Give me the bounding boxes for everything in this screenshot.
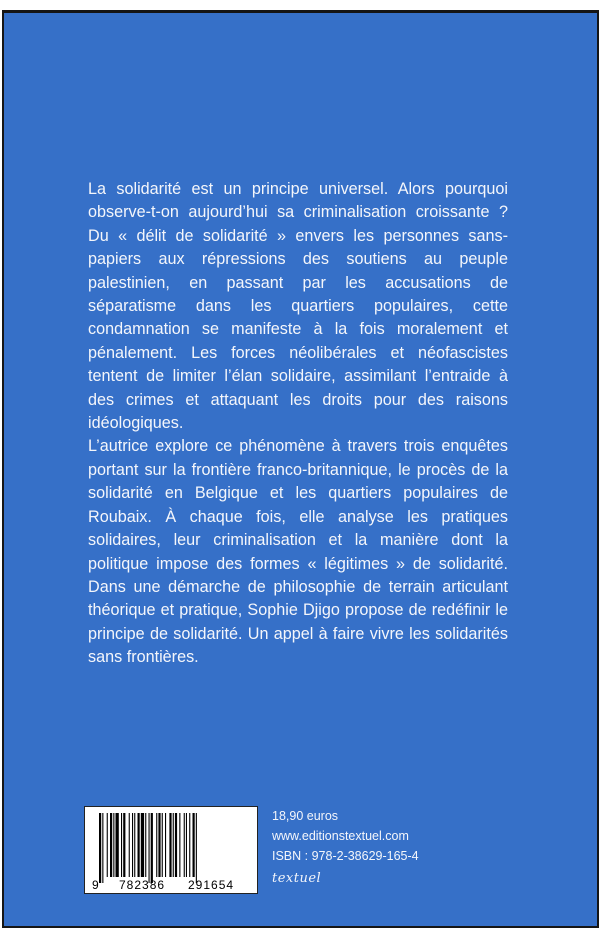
barcode-bar (129, 813, 130, 877)
blurb-paragraph-1: La solidarité est un principe universel. Alors pourquoi observe-t-on aujourd’hui sa criminalisation croissante ? Du « délit de solidarité » envers les personnes sans-papiers aux répressions des soutiens au peuple palestinien, en passant par les accusations de séparatisme dans les quartiers populaires, cette condamnation se manifeste à la fois moralement et pénalement. Les forces néolibérales et néofascistes tentent de limiter l’élan solidaire, assimilant l’entraide à des crimes et attaquant les droits pour des raisons idéologiques. (88, 180, 508, 433)
barcode-bar (132, 813, 133, 877)
blurb-paragraph-2: L’autrice explore ce phénomène à travers trois enquêtes portant sur la frontière franco-britannique, le procès de la solidarité en Belgique et les quartiers populaires de Roubaix. À chaque fois, elle analyse les pratiques solidaires, leur criminalisation et la manière dont la politique impose des formes « légitimes » de solidarité. Dans une démarche de philosophie de terrain articulant théorique et pratique, Sophie Djigo propose de redéfinir le principe de solidarité. Un appel à faire vivre les solidarités sans frontières. (88, 437, 508, 667)
isbn-barcode (84, 806, 258, 894)
barcode-bar (175, 813, 177, 877)
barcode-bar (149, 813, 150, 883)
barcode-digit-first: 9 (92, 878, 99, 892)
back-cover (2, 10, 599, 928)
barcode-bar (138, 813, 140, 877)
barcode-bar (193, 813, 195, 877)
blurb-text (88, 178, 508, 670)
barcode-bar (162, 813, 163, 877)
barcode-digits-right: 291654 (188, 878, 235, 892)
publisher-logo: textuel (272, 871, 322, 886)
barcode-bar (121, 813, 122, 877)
barcode-bar (107, 813, 108, 877)
barcode-graphic (85, 807, 259, 895)
barcode-bar (123, 813, 125, 877)
barcode-bar (186, 813, 187, 877)
barcode-bar (102, 813, 103, 883)
barcode-bar (116, 813, 119, 877)
barcode-bar (145, 813, 146, 877)
barcode-bar (134, 813, 135, 877)
isbn: ISBN : 978-2-38629-165-4 (272, 849, 419, 863)
barcode-bar (173, 813, 174, 877)
website: www.editionstextuel.com (272, 829, 409, 843)
barcode-bar (151, 813, 153, 883)
barcode-bar (141, 813, 144, 877)
publisher-info (272, 806, 419, 889)
barcode-bar (169, 813, 171, 877)
barcode-bar (179, 813, 180, 877)
barcode-bar (196, 813, 197, 883)
barcode-bar (158, 813, 160, 877)
barcode-bar (189, 813, 190, 877)
barcode-bar (165, 813, 166, 877)
barcode-digits-left: 782386 (119, 878, 166, 892)
barcode-bar (156, 813, 157, 877)
barcode-bar (113, 813, 114, 877)
barcode-bar (110, 813, 112, 877)
barcode-bar (184, 813, 185, 877)
barcode-bar (99, 813, 101, 883)
price: 18,90 euros (272, 809, 339, 823)
